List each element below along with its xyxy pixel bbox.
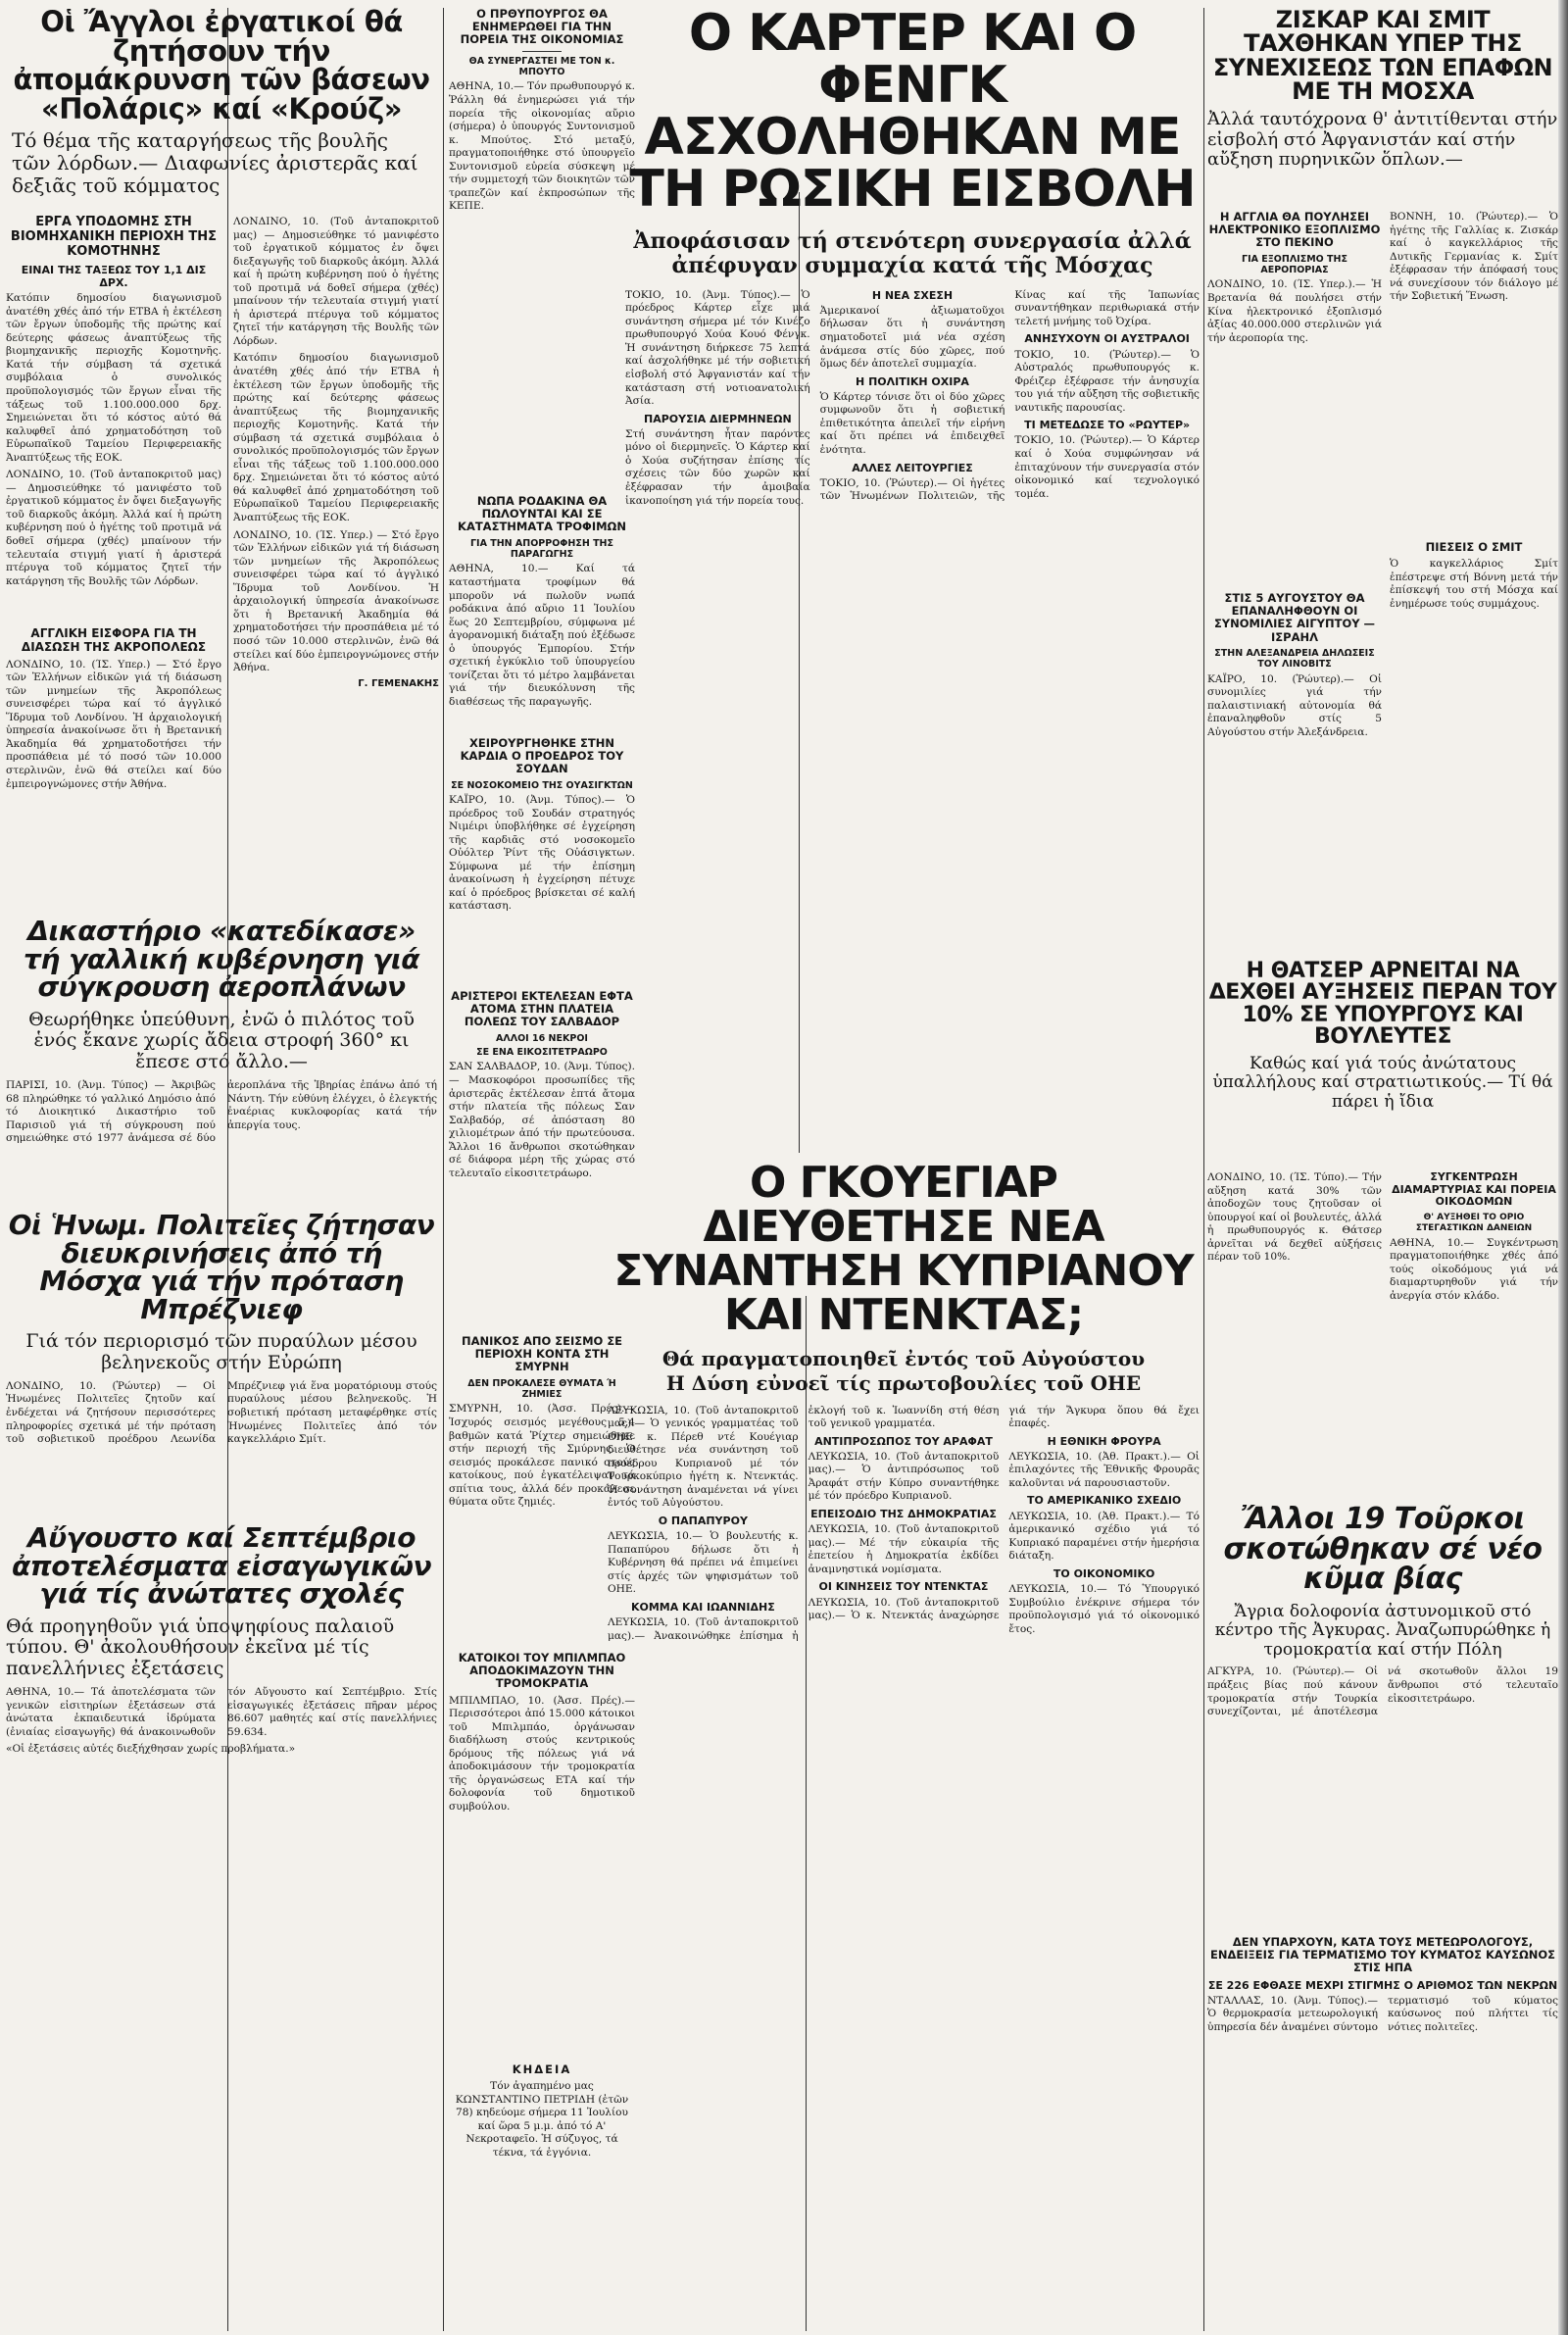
- article-body: ΛΕΥΚΩΣΙΑ, 10. (Ἀθ. Πρακτ.).— Τό ἀμερικανικό σχέδιο γιά τό Κυπριακό παραμένει στήν ἡμερήσια διάταξη.: [1008, 1510, 1200, 1563]
- subheadline: Η ΕΘΝΙΚΗ ΦΡΟΥΡΑ: [1047, 1434, 1161, 1448]
- headline: ΝΩΠΑ ΡΟΔΑΚΙΝΑ ΘΑ ΠΩΛΟΥΝΤΑΙ ΚΑΙ ΣΕ ΚΑΤΑΣΤΗΜΑΤΑ ΤΡΟΦΙΜΩΝ: [458, 495, 626, 534]
- subheadline: ΤΟ ΑΜΕΡΙΚΑΝΙΚΟ ΣΧΕΔΙΟ: [1026, 1494, 1182, 1508]
- article-body: ΜΠΙΛΜΠΑΟ, 10. (Ἀσσ. Πρές).— Περισσότεροι ἀπό 15.000 κάτοικοι τοῦ Μπιλμπάο, ὀργάνωσαν διαδήλωση στούς κεντρικούς δρόμους τῆς πόλεως γιά νά ἀποδοκιμάσουν τήν τρομοκρατία τῆς ὀργανώσεως ΕΤΑ καί τήν δολοφονία τοῦ δημοτικοῦ συμβούλου.: [449, 1694, 635, 1813]
- article-body: Στή συνάντηση ἦταν παρόντες μόνο οἱ διερμηνεῖς. Ὁ Κάρτερ καί ὁ Χούα συζήτησαν ἐπίσης τίς σχέσεις τῶν δύο χωρῶν καί ἐξέφρασαν τήν ἀμοιβαία ἱκανοποίηση γιά τήν πορεία τους.: [625, 427, 814, 507]
- column-rule: [1203, 8, 1204, 2331]
- subheadline: ΔΕΝ ΠΡΟΚΑΛΕΣΕ ΘΥΜΑΤΑ Ή ΖΗΜΙΕΣ: [467, 1377, 616, 1401]
- article-body: «Οἱ ἐξετάσεις αὐτές διεξήχθησαν χωρίς προβλήματα.»: [6, 1743, 296, 1756]
- article-body: ΑΘΗΝΑ, 10.— Καί τά καταστήματα τροφίμων θά μποροῦν νά πωλοῦν νωπά ροδάκινα ἀπό αὔριο 11 Ἰουλίου ἕως 20 Σεπτεμβρίου, σύμφωνα μέ ἀγορανομική διάταξη πού ἐξέδωσε ὁ ὑπουργός Ἐμπορίου. Στήν σχετική ἐγκύκλιο τοῦ ὑπουργείου τονίζεται ὅτι τό μέτρο λαμβάνεται γιά τήν διευκόλυνση τῆς διαθέσεως τῆς παραγωγῆς.: [449, 563, 635, 708]
- headline: Δικαστήριο «κατεδίκασε» τή γαλλική κυβέρνηση γιά σύγκρουση ἀεροπλάνων: [24, 918, 419, 1004]
- headline: ΠΑΝΙΚΟΣ ΑΠΟ ΣΕΙΣΜΟ ΣΕ ΠΕΡΙΟΧΗ ΚΟΝΤΑ ΣΤΗ ΣΜΥΡΝΗ: [461, 1335, 623, 1374]
- article-body: ΤΟΚΙΟ, 10. (Ἀνμ. Τύπος).— Ὁ πρόεδρος Κάρτερ εἶχε μιά συνάντηση σήμερα μέ τόν Κινέζο πρωθυπουργό Χούα Κουό Φένγκ. Ἡ συνάντηση διήρκεσε 75 λεπτά καί ἀσχολήθηκε μέ τήν σοβιετική εἰσβολή στό Ἀφγανιστάν καί τήν κατάσταση στή νοτιοανατολική Ἀσία.: [625, 288, 814, 408]
- headline: Αὔγουστο καί Σεπτέμβριο ἀποτελέσματα εἰσαγωγικῶν γιά τίς ἀνώτατες σχολές: [11, 1524, 432, 1611]
- article-giscard-schmidt: [1207, 8, 1558, 204]
- deck: Θά πραγματοποιηθεῖ ἐντός τοῦ Αὐγούστου: [662, 1346, 1146, 1370]
- article-body: ΛΕΥΚΩΣΙΑ, 10. (Τοῦ ἀνταποκριτοῦ μας).— Ὁ κ. Ντενκτάς ἀναχώρησε γιά τήν Ἄγκυρα ὅπου θά ἔχει ἐπαφές.: [808, 1404, 1200, 1622]
- subheadline: ΣΤΗΝ ΑΛΕΞΑΝΔΡΕΙΑ ΔΗΛΩΣΕΙΣ ΤΟΥ ΛΙΝΟΒΙΤΣ: [1214, 647, 1375, 671]
- second-columns: [608, 1405, 1200, 1644]
- subheadline: ΓΙΑ ΤΗΝ ΑΠΟΡΡΟΦΗΣΗ ΤΗΣ ΠΑΡΑΓΩΓΗΣ: [469, 537, 613, 561]
- headline: Η ΘΑΤΣΕΡ ΑΡΝΕΙΤΑΙ ΝΑ ΔΕΧΘΕΙ ΑΥΞΗΣΕΙΣ ΠΕΡΑΝ ΤΟΥ 10% ΣΕ ΥΠΟΥΡΓΟΥΣ ΚΑΙ ΒΟΥΛΕΥΤΕΣ: [1208, 961, 1557, 1050]
- article-body: ΑΓΚΥΡΑ, 10. (Ῥώυτερ).— Οἱ πράξεις βίας πού κάνουν τρομοκρατία στήν Τουρκία συνεχίζονται, μέ ἀποτέλεσμα νά σκοτωθοῦν ἄλλοι 19 ἄνθρωποι στό τελευταῖο εἰκοσιτετράωρο.: [1207, 1665, 1558, 1718]
- article-body: ΛΕΥΚΩΣΙΑ, 10.— Ὁ βουλευτής κ. Παπαπύρου δήλωσε ὅτι ἡ Κυβέρνηση θά πρέπει νά ἐπιμείνει στίς ἀρχές τῶν ψηφισμάτων τοῦ ΟΗΕ.: [608, 1530, 803, 1596]
- subheadline: ΑΝΗΣΥΧΟΥΝ ΟΙ ΑΥΣΤΡΑΛΟΙ: [1024, 332, 1190, 346]
- article-exams: [6, 1524, 437, 2328]
- headline: ΚΑΤΟΙΚΟΙ ΤΟΥ ΜΠΙΛΜΠΑΟ ΑΠΟΔΟΚΙΜΑΖΟΥΝ ΤΗΝ ΤΡΟΜΟΚΡΑΤΙΑ: [458, 1652, 626, 1691]
- subheadline: Ο ΠΑΠΑΠΥΡΟΥ: [658, 1514, 748, 1527]
- deck: Ἀποφάσισαν τή στενότερη συνεργασία ἀλλά ἀπέφυγαν συμμαχία κατά τῆς Μόσχας: [633, 228, 1192, 279]
- article-body: ΛΟΝΔΙΝΟ, 10. (ΊΣ. Υπερ.) — Στό ἔργο τῶν Ἑλλήνων εἰδικῶν γιά τή διάσωση τῶν μνημείων τῆς Ἀκροπόλεως συνεισφέρει τώρα καί τό ἀγγλικό Ἵδρυμα τοῦ Λονδίνου. Ἡ ἀρχαιολογική ὑπηρεσία ἀνακοίνωσε ὅτι ἡ Βρετανική Ἀκαδημία θά χρηματοδοτήσει τήν προσπάθεια μέ τό ποσό τῶν 10.000 στερλινῶν, ἐνῶ θά στείλει καί δύο ἐμπειρογνώμονες στήν Ἀθήνα.: [6, 658, 221, 790]
- article-body: ΚΑΪΡΟ, 10. (Ῥώυτερ).— Οἱ συνομιλίες γιά τήν παλαιστινιακή αὐτονομία θά ἐπαναληφθοῦν στίς 5 Αὐγούστου στήν Ἀλεξάνδρεια.: [1207, 672, 1382, 738]
- divider: [522, 51, 562, 52]
- article-body: ΛΟΝΔΙΝΟ, 10. (ΊΣ. Υπερ.) — Στό ἔργο τῶν Ἑλλήνων εἰδικῶν γιά τή διάσωση τῶν μνημείων τῆς Ἀκροπόλεως συνεισφέρει τώρα καί τό ἀγγλικό Ἵδρυμα τοῦ Λονδίνου. Ἡ ἀρχαιολογική ὑπηρεσία ἀνακοίνωσε ὅτι ἡ Βρετανική Ἀκαδημία θά χρηματοδοτήσει τήν προσπάθεια μέ τό ποσό τῶν 10.000 στερλινῶν, ἐνῶ θά στείλει καί δύο ἐμπειρογνώμονες στήν Ἀθήνα.: [233, 528, 439, 674]
- headline: Ο ΠΡΘΥΠΟΥΡΓΟΣ ΘΑ ΕΝΗΜΕΡΩΘΕΙ ΓΙΑ ΤΗΝ ΠΟΡΕΙΑ ΤΗΣ ΟΙΚΟΝΟΜΙΑΣ: [460, 8, 624, 47]
- article-body: ΚΑΪΡΟ, 10. (Ἀνμ. Τύπος).— Ὁ πρόεδρος τοῦ Σουδάν στρατηγός Νιμέιρι ὑποβλήθηκε σέ ἐγχείρηση τῆς καρδιᾶς στό νοσοκομεῖο Οὐόλτερ Ῥίντ τῆς Οὐάσιγκτων. Σύμφωνα μέ τήν ἐπίσημη ἀνακοίνωση ἡ ἐγχείρηση πέτυχε καί ὁ πρόεδρος βρίσκεται σέ καλή κατάσταση.: [449, 794, 635, 913]
- headline: ΧΕΙΡΟΥΡΓΗΘΗΚΕ ΣΤΗΝ ΚΑΡΔΙΑ Ο ΠΡΟΕΔΡΟΣ ΤΟΥ ΣΟΥΔΑΝ: [460, 737, 624, 776]
- article-body: ΣΜΥΡΝΗ, 10. (Ἀσσ. Πρές).— Ἰσχυρός σεισμός μεγέθους 5,4 βαθμῶν κατά Ῥίχτερ σημειώθηκε στήν περιοχή τῆς Σμύρνης. Ὁ σεισμός προκάλεσε πανικό στούς κατοίκους, πού ἐγκατέλειψαν τά σπίτια τους, ἀλλά δέν προκάλεσε θύματα οὔτε ζημιές.: [449, 1403, 635, 1509]
- subheadline: ΤΙ ΜΕΤΕΔΩΣΕ ΤΟ «ΡΩΥΤΕΡ»: [1024, 419, 1191, 432]
- article-body: ΣΑΝ ΣΑΛΒΑΔΟΡ, 10. (Ἀνμ. Τύπος).— Μασκοφόροι προσωπίδες τῆς ἀριστερᾶς ἐκτέλεσαν ἑπτά ἄτομα στήν πλατεία τῆς πόλεως Σαν Σαλβαδόρ, σέ ἀπόσταση 80 χιλιομέτρων ἀπό τήν πρωτεύουσα. Ἄλλοι 16 ἄνθρωποι σκοτώθηκαν σέ διάφορα μέρη τῆς χώρας στό τελευταῖο εἰκοσιτετράωρο.: [449, 1061, 635, 1179]
- article-body: ΛΟΝΔΙΝΟ, 10. (ΊΣ. Υπερ.).— Ἡ Βρετανία θά πουλήσει στήν Κίνα ἠλεκτρονικό ἐξοπλισμό ἀξίας 40.000.000 στερλινῶν γιά τήν ἀεροπορία της.: [1207, 278, 1382, 344]
- subheadline: ΕΠΕΙΣΟΔΙΟ ΤΗΣ ΔΗΜΟΚΡΑΤΙΑΣ: [810, 1507, 997, 1520]
- article-builders: [1390, 1171, 1558, 1495]
- article-brezhnev: [6, 1212, 437, 1515]
- deck: Καθώς καί γιά τούς ἀνώτατους ὑπαλλήλους καί στρατιωτικούς.— Τί θά πάρει ἡ ἴδια: [1212, 1053, 1553, 1112]
- headline: ΚΗΔΕΙΑ: [512, 2063, 572, 2076]
- deck: Γιά τόν περιορισμό τῶν πυραύλων μέσου βεληνεκοῦς στήν Εὐρώπη: [25, 1330, 417, 1374]
- article-cyprus: [608, 1162, 1200, 2330]
- article-body: ΑΘΗΝΑ, 10.— Τόν πρωθυπουργό κ. Ῥάλλη θά ἐνημερώσει γιά τήν πορεία τῆς οἰκονομίας αὔριο (σήμερα) ὁ ὑπουργός Συντονισμοῦ κ. Μπούτος. Στό μεταξύ, πραγματοποιήθηκε στό ὑπουργεῖο Συντονισμοῦ εὐρεία σύσκεψη μέ τήν συμμετοχή τῶν διοικητῶν τῶν τραπεζῶν καί ἐκπροσώπων τῆς ΚΕΠΕ.: [449, 80, 635, 213]
- subheadline: Θ' ΑΥΞΗΘΕΙ ΤΟ ΟΡΙΟ ΣΤΕΓΑΣΤΙΚΩΝ ΔΑΝΕΙΩΝ: [1415, 1212, 1533, 1233]
- headline: Ἄλλοι 19 Τοῦρκοι σκοτώθηκαν σέ νέο κῦμα βίας: [1223, 1505, 1543, 1597]
- subheadline: ΠΑΡΟΥΣΙΑ ΔΙΕΡΜΗΝΕΩΝ: [643, 412, 792, 425]
- byline: Γ. ΓΕΜΕΝΑΚΗΣ: [358, 677, 439, 689]
- article-economy: [449, 8, 635, 488]
- article-body: ΝΤΑΛΛΑΣ, 10. (Ἀνμ. Τύπος).— Ὁ θερμοκρασία μετεωρολογική ὑπηρεσία δέν ἀναμένει σύντομο τερματισμό τοῦ κύματος καύσωνος πού πλήττει τίς νότιες πολιτεῖες.: [1207, 1994, 1558, 2033]
- article-body: ΑΘΗΝΑ, 10.— Τά ἀποτελέσματα τῶν γενικῶν εἰσιτηρίων ἐξετάσεων στά ἀνώτατα ἐκπαιδευτικά ἱδρύματα (ἐνιαίας εἰσαγωγῆς) θά ἀνακοινωθοῦν τόν Αὔγουστο καί Σεπτέμβριο. Στίς εἰσαγωγικές ἐξετάσεις πῆραν μέρος 86.607 μαθητές καί στίς πανελλήνιες 59.634.: [6, 1686, 437, 1738]
- deck: Θά προηγηθοῦν γιά ὑποψηφίους παλαιοῦ τύπου. Θ' ἀκολουθήσουν ἐκεῖνα μέ τίς πανελλήνιες ἐξετάσεις: [6, 1615, 395, 1680]
- article-body: ΛΟΝΔΙΝΟ, 10. (Τοῦ ἀνταποκριτοῦ μας) — Δημοσιεύθηκε τό μανιφέστο τοῦ ἐργατικοῦ κόμματος ἐν ὄψει διεξαγωγῆς τοῦ διαρκοῦς ἀκόμη. Ἀλλά καί ἡ πρώτη κυβέρνηση πού ὁ ἡγέτης τοῦ προτιμᾶ νά δοθεῖ σήμερα (χθές) μπαίνουν τήν τελευταία στιγμή γιατί ἡ ἀριστερά πτέρυγα τοῦ κόμματος ζητεῖ τήν κατάργηση τῆς Βουλῆς τῶν Λόρδων.: [233, 216, 439, 347]
- column-rule: [443, 8, 444, 2331]
- article-body: ΛΕΥΚΩΣΙΑ, 10.— Τό Ὑπουργικό Συμβούλιο ἐνέκρινε σήμερα τόν προϋπολογισμό γιά τό οἰκονομικό ἔτος.: [1008, 1582, 1200, 1635]
- deck: Ἄγρια δολοφονία ἀστυνομικοῦ στό κέντρο τῆς Ἀγκυρας. Ἀναζωπυρώθηκε ἡ τρομοκρατία καί στήν Πόλη: [1214, 1601, 1551, 1660]
- subheadline: ΣΕ ΝΟΣΟΚΟΜΕΙΟ ΤΗΣ ΟΥΑΣΙΓΚΤΩΝ: [451, 779, 633, 791]
- article-body: Κατόπιν δημοσίου διαγωνισμοῦ ἀνατέθη χθές ἀπό τήν ΕΤΒΑ ἡ ἐκτέλεση τῶν ἔργων ὑποδομῆς τῆς πρώτης καί δεύτερης φάσεως ἀναπτύξεως τῆς βιομηχανικῆς περιοχῆς Κομοτηνῆς. Κατά τήν σύμβαση τά σχετικά συμβόλαια ὁ συνολικός προϋπολογισμός τῶν ἔργων εἶναι τῆς τάξεως τοῦ 1.100.000.000 δρχ. Σημειώνεται ὅτι τό κόστος αὐτό θά καλυφθεῖ ἀπό χρηματοδότηση τοῦ Εὐρωπαϊκοῦ Ταμείου Περιφερειακῆς Ἀναπτύξεως τῆς ΕΟΚ.: [233, 352, 439, 524]
- deck: Η Δύση εὐνοεῖ τίς πρωτοβουλίες τοῦ ΟΗΕ: [665, 1370, 1142, 1395]
- article-body: ΛΕΥΚΩΣΙΑ, 10. (Τοῦ ἀνταποκριτοῦ μας).— Ἀνακοινώθηκε ἐπίσημα ἡ ἐκλογή τοῦ κ. Ἰωαννίδη στή θέση τοῦ γενικοῦ γραμματέα.: [608, 1404, 1003, 1642]
- deck: Θεωρήθηκε ὑπεύθυνη, ἐνῶ ὁ πιλότος τοῦ ἑνός ἔκανε χωρίς ἄδεια στροφή 360° κι ἔπεσε στό ἄλλο.—: [28, 1008, 415, 1073]
- article-schmidt-pressure: [1390, 541, 1558, 953]
- headline: ΑΓΓΛΙΚΗ ΕΙΣΦΟΡΑ ΓΙΑ ΤΗ ΔΙΑΣΩΣΗ ΤΗΣ ΑΚΡΟΠΟΛΕΩΣ: [21, 627, 207, 654]
- subheadline: ΑΛΛΟΙ 16 ΝΕΚΡΟΙ: [496, 1032, 588, 1044]
- article-giscard-cont: [1390, 211, 1558, 534]
- lead-columns: [625, 289, 1200, 508]
- headline: ΖΙΣΚΑΡ ΚΑΙ ΣΜΙΤ ΤΑΧΘΗΚΑΝ ΥΠΕΡ ΤΗΣ ΣΥΝΕΧΙΣΕΩΣ ΤΩΝ ΕΠΑΦΩΝ ΜΕ ΤΗ ΜΟΣΧΑ: [1212, 8, 1553, 106]
- subheadline: ΑΝΤΙΠΡΟΣΩΠΟΣ ΤΟΥ ΑΡΑΦΑΤ: [814, 1434, 993, 1448]
- article-komotini: [6, 216, 221, 618]
- headline: Οἱ Ἡνωμ. Πολιτεῖες ζήτησαν διευκρινήσεις ἀπό τή Μόσχα γιά τήν πρόταση Μπρέζνιεφ: [8, 1212, 435, 1325]
- article-carter-feng: [625, 8, 1200, 1155]
- headline: ΣΥΓΚΕΝΤΡΩΣΗ ΔΙΑΜΑΡΤΥΡΙΑΣ ΚΑΙ ΠΟΡΕΙΑ ΟΙΚΟΔΟΜΩΝ: [1392, 1171, 1556, 1209]
- article-body: ΒΟΝΝΗ, 10. (Ῥώυτερ).— Ὁ ἡγέτης τῆς Γαλλίας κ. Ζισκάρ καί ὁ καγκελλάριος τῆς Δυτικῆς Γερμανίας κ. Σμίτ ἐξέφρασαν τήν ἀπόφασή τους νά συνεχίσουν τόν διάλογο μέ τήν Σοβιετική Ἕνωση.: [1390, 211, 1558, 303]
- article-body: Τόν ἀγαπημένο μας ΚΩΝΣΤΑΝΤΙΝΟ ΠΕΤΡΙΔΗ (ἐτῶν 78) κηδεύομε σήμερα 11 Ἰουλίου καί ὥρα 5 μ.μ. ἀπό τό Α' Νεκροταφεῖο. Ἡ σύζυγος, τά τέκνα, τά ἐγγόνια.: [455, 2080, 632, 2159]
- headline: Ο ΓΚΟΥΕΓΙΑΡ ΔΙΕΥΘΕΤΗΣΕ ΝΕΑ ΣΥΝΑΝΤΗΣΗ ΚΥΠΡΙΑΝΟΥ ΚΑΙ ΝΤΕΝΚΤΑΣ;: [613, 1162, 1194, 1340]
- deck: Τό θέμα τῆς καταργήσεως τῆς βουλῆς τῶν λόρδων.— Διαφωνίες ἀριστερᾶς καί δεξιᾶς τοῦ κόμματος: [12, 128, 418, 198]
- subheadline: Η ΠΟΛΙΤΙΚΗ ΟΧΙΡΑ: [856, 374, 969, 388]
- subheadline: ΣΕ 226 ΕΦΘΑΣΕ ΜΕΧΡΙ ΣΤΙΓΜΗΣ Ο ΑΡΙΘΜΟΣ ΤΩΝ ΝΕΚΡΩΝ: [1207, 1978, 1558, 1992]
- article-turkey: [1207, 1505, 1558, 1926]
- headline: ΔΕΝ ΥΠΑΡΧΟΥΝ, ΚΑΤΑ ΤΟΥΣ ΜΕΤΕΩΡΟΛΟΓΟΥΣ, ΕΝΔΕΙΞΕΙΣ ΓΙΑ ΤΕΡΜΑΤΙΣΜΟ ΤΟΥ ΚΥΜΑΤΟΣ ΚΑΥΣΩΝΟΣ ΣΤΙΣ ΗΠΑ: [1209, 1936, 1555, 1975]
- article-acropolis: [6, 627, 221, 907]
- article-body: ΛΕΥΚΩΣΙΑ, 10. (Τοῦ ἀνταποκριτοῦ μας).— Ὁ ἀντιπρόσωπος τοῦ Ἀραφάτ στήν Κύπρο συναντήθηκε μέ τόν πρόεδρο Κυπριανοῦ.: [808, 1450, 1003, 1503]
- article-body: Ὁ καγκελλάριος Σμίτ ἐπέστρεψε στή Βόννη μετά τήν ἐπίσκεψή του στή Μόσχα καί ἐνημέρωσε τούς συμμάχους.: [1390, 558, 1558, 610]
- subheadline: ΑΛΛΕΣ ΛΕΙΤΟΥΡΓΙΕΣ: [852, 461, 973, 474]
- article-court: [6, 918, 437, 1202]
- article-body: ΤΟΚΙΟ, 10. (Ῥώυτερ).— Οἱ ἡγέτες τῶν Ἡνωμένων Πολιτειῶν, τῆς Κίνας καί τῆς Ἰαπωνίας συναντήθηκαν περιθωριακά στήν τελετή μνήμης τοῦ Ὀχίρα.: [819, 288, 1200, 503]
- subheadline: ΘΑ ΣΥΝΕΡΓΑΣΤΕΙ ΜΕ ΤΟΝ κ. ΜΠΟΥΤΟ: [468, 55, 615, 78]
- article-heatwave: [1207, 1936, 1558, 2328]
- headline: ΑΡΙΣΤΕΡΟΙ ΕΚΤΕΛΕΣΑΝ ΕΦΤΑ ΑΤΟΜΑ ΣΤΗΝ ΠΛΑΤΕΙΑ ΠΟΛΕΩΣ ΤΟΥ ΣΑΛΒΑΔΟΡ: [451, 990, 633, 1029]
- subheadline: ΤΟ ΟΙΚΟΝΟΜΙΚΟ: [1053, 1566, 1155, 1580]
- scan-edge-shadow: [1558, 0, 1568, 2335]
- article-peaches: [449, 495, 635, 730]
- subheadline: ΣΕ ΕΝΑ ΕΙΚΟΣΙΤΕΤΡΑΩΡΟ: [476, 1047, 608, 1059]
- article-body: ΤΟΚΙΟ, 10. (Ῥώυτερ).— Ὁ Αὐστραλός πρωθυπουργός κ. Φρέιζερ ἐξέφρασε τήν ἀνησυχία του γιά τήν αὔξηση τῆς σοβιετικῆς ναυτικῆς παρουσίας.: [1014, 348, 1200, 414]
- subheadline: ΟΙ ΚΙΝΗΣΕΙΣ ΤΟΥ ΝΤΕΝΚΤΑΣ: [818, 1580, 989, 1594]
- article-body: Ἀμερικανοί ἀξιωματοῦχοι δήλωσαν ὅτι ἡ συνάντηση σηματοδοτεῖ μιά νέα σχέση ἀνάμεσα στίς δύο χῶρες, πού ὅμως δέν ἀποτελεῖ συμμαχία.: [819, 304, 1008, 371]
- article-thatcher: [1207, 961, 1558, 1167]
- subheadline: Η ΝΕΑ ΣΧΕΣΗ: [871, 288, 954, 302]
- article-body: ΛΟΝΔΙΝΟ, 10. (Ῥώυτερ) — Οἱ Ἡνωμένες Πολιτεῖες ζητοῦν καί ἐνδέχεται νά ζητήσουν περισσότερες πληροφορίες σχετικά μέ τήν πρόταση τοῦ σοβιετικοῦ προέδρου Λεωνίδα Μπρέζνιεφ γιά ἕνα μορατόριουμ στούς πυραύλους μέσου βεληνεκοῦς. Ἡ σοβιετική πρόταση μεταφέρθηκε στίς Ἡνωμένες Πολιτεῖες ἀπό τόν καγκελλάριο Σμίτ.: [6, 1379, 437, 1446]
- article-body: ΛΕΥΚΩΣΙΑ, 10. (Ἀθ. Πρακτ.).— Οἱ ἐπιλαχόντες τῆς Ἐθνικῆς Φρουρᾶς καλοῦνται νά παρουσιαστοῦν.: [1008, 1450, 1200, 1489]
- article-polaris-cont: [233, 216, 439, 907]
- deck: Ἀλλά ταυτόχρονα θ' ἀντιτίθενται στήν εἰσβολή στό Ἀφγανιστάν καί στήν αὔξηση πυρηνικῶν ὅπλων.—: [1207, 108, 1558, 171]
- headline: ΠΙΕΣΕΙΣ Ο ΣΜΙΤ: [1425, 541, 1523, 554]
- article-body: ΠΑΡΙΣΙ, 10. (Ἀνμ. Τύπος) — Ἀκριβῶς 68 πληρώθηκε τό γαλλικό Δημόσιο ἀπό τό Διοικητικό Δικαστήριο τοῦ Παρισιοῦ γιά τή σύγκρουση πού σημειώθηκε στό 1977 ἀνάμεσα σέ δύο ἀεροπλάνα τῆς Ἰβηρίας ἐπάνω ἀπό τή Νάντη. Τήν εὐθύνη ἐλέγχει, ὁ ἐλεγκτής ἐναέριας κυκλοφορίας κατά τήν ἀπεργία τους.: [6, 1079, 437, 1145]
- article-body: ΛΕΥΚΩΣΙΑ, 10. (Τοῦ ἀνταποκριτοῦ μας).— Ὁ γενικός γραμματέας τοῦ ΟΗΕ κ. Πέρεθ ντέ Κουέγιαρ διευθέτησε νέα συνάντηση τοῦ προέδρου Κυπριανοῦ μέ τόν Τουρκοκύπριο ἡγέτη κ. Ντενκτάς. Ἡ συνάντηση ἀναμένεται νά γίνει ἐντός τοῦ Αὐγούστου.: [608, 1404, 803, 1510]
- article-body: ΛΕΥΚΩΣΙΑ, 10. (Τοῦ ἀνταποκριτοῦ μας).— Μέ τήν εὐκαιρία τῆς ἐπετείου ἡ Δημοκρατία ἐκδίδει ἀναμνηστικά νομίσματα.: [808, 1523, 1003, 1575]
- article-body: Κατόπιν δημοσίου διαγωνισμοῦ ἀνατέθη χθές ἀπό τήν ΕΤΒΑ ἡ ἐκτέλεση τῶν ἔργων ὑποδομῆς τῆς πρώτης καί δεύτερης φάσεως ἀναπτύξεως τῆς βιομηχανικῆς περιοχῆς Κομοτηνῆς. Κατά τήν σύμβαση τά σχετικά συμβόλαια ὁ συνολικός προϋπολογισμός τῶν ἔργων εἶναι τῆς τάξεως τοῦ 1.100.000.000 δρχ. Σημειώνεται ὅτι τό κόστος αὐτό θά καλυφθεῖ ἀπό χρηματοδότηση τοῦ Εὐρωπαϊκοῦ Ταμείου Περιφερειακῆς Ἀναπτύξεως τῆς ΕΟΚ.: [6, 292, 221, 464]
- article-body: ΛΟΝΔΙΝΟ, 10. (ΊΣ. Τύπο).— Τήν αὔξηση κατά 30% τῶν ἀποδοχῶν τους ζητοῦσαν οἱ ὑπουργοί καί οἱ βουλευτές, ἀλλά ἡ πρωθυπουργός κ. Θάτσερ ἀρνεῖται νά δεχθεῖ αὐξήσεις πέραν τοῦ 10%.: [1207, 1171, 1382, 1264]
- headline: ΣΤΙΣ 5 ΑΥΓΟΥΣΤΟΥ ΘΑ ΕΠΑΝΑΛΗΦΘΟΥΝ ΟΙ ΣΥΝΟΜΙΛΙΕΣ ΑΙΓΥΠΤΟΥ — ΙΣΡΑΗΛ: [1213, 592, 1376, 644]
- article-uk-china: [1207, 211, 1382, 583]
- article-body: ΤΟΚΙΟ, 10. (Ῥώυτερ).— Ὁ Κάρτερ καί ὁ Χούα συμφώνησαν νά ἐπιταχύνουν τήν συνεργασία στόν οἰκονομικό καί τεχνολογικό τομέα.: [1014, 434, 1200, 500]
- article-polaris: [6, 8, 437, 209]
- article-sudan: [449, 737, 635, 982]
- article-body: Ὁ Κάρτερ τόνισε ὅτι οἱ δύο χῶρες συμφωνοῦν ὅτι ἡ σοβιετική ἐπιθετικότητα ἀπειλεῖ τήν εἰρήνη καί ὅτι πρέπει νά ἐπιδειχθεῖ ἑνότητα.: [819, 390, 1008, 457]
- headline: Οἱ Ἄγγλοι ἐργατικοί θά ζητήσουν τήν ἀπομάκρυνση τῶν βάσεων «Πολάρις» καί «Κρούζ»: [13, 8, 430, 125]
- article-thatcher-body: [1207, 1171, 1382, 1495]
- headline: Η ΑΓΓΛΙΑ ΘΑ ΠΟΥΛΗΣΕΙ ΗΛΕΚΤΡΟΝΙΚΟ ΕΞΟΠΛΙΣΜΟ ΣΤΟ ΠΕΚΙΝΟ: [1208, 211, 1381, 250]
- subheadline: ΕΙΝΑΙ ΤΗΣ ΤΑΞΕΩΣ ΤΟΥ 1,1 ΔΙΣ ΔΡΧ.: [21, 263, 207, 289]
- article-egypt-israel: [1207, 592, 1382, 953]
- headline: Ο ΚΑΡΤΕΡ ΚΑΙ Ο ΦΕΝΓΚ ΑΣΧΟΛΗΘΗΚΑΝ ΜΕ ΤΗ ΡΩΣΙΚΗ ΕΙΣΒΟΛΗ: [629, 8, 1196, 220]
- subheadline: ΓΙΑ ΕΞΟΠΛΙΣΜΟ ΤΗΣ ΑΕΡΟΠΟΡΙΑΣ: [1242, 253, 1348, 276]
- article-body: ΑΘΗΝΑ, 10.— Συγκέντρωση πραγματοποιήθηκε χθές ἀπό τούς οἰκοδόμους γιά νά διαμαρτυρηθοῦν γιά τήν ἀνεργία στόν κλάδο.: [1390, 1236, 1558, 1302]
- subheadline: ΚΟΜΜΑ ΚΑΙ ΙΩΑΝΝΙΔΗΣ: [630, 1600, 775, 1614]
- article-body: ΛΟΝΔΙΝΟ, 10. (Τοῦ ἀνταποκριτοῦ μας) — Δημοσιεύθηκε τό μανιφέστο τοῦ ἐργατικοῦ κόμματος ἐν ὄψει διεξαγωγῆς τοῦ διαρκοῦς ἀκόμη. Ἀλλά καί ἡ πρώτη κυβέρνηση πού ὁ ἡγέτης τοῦ προτιμᾶ νά δοθεῖ σήμερα (χθές) μπαίνουν τήν τελευταία στιγμή γιατί ἡ ἀριστερά πτέρυγα τοῦ κόμματος ζητεῖ τήν κατάργηση τῆς Βουλῆς τῶν Λόρδων.: [6, 469, 221, 587]
- headline: ΕΡΓΑ ΥΠΟΔΟΜΗΣ ΣΤΗ ΒΙΟΜΗΧΑΝΙΚΗ ΠΕΡΙΟΧΗ ΤΗΣ ΚΟΜΟΤΗΝΗΣ: [10, 216, 218, 259]
